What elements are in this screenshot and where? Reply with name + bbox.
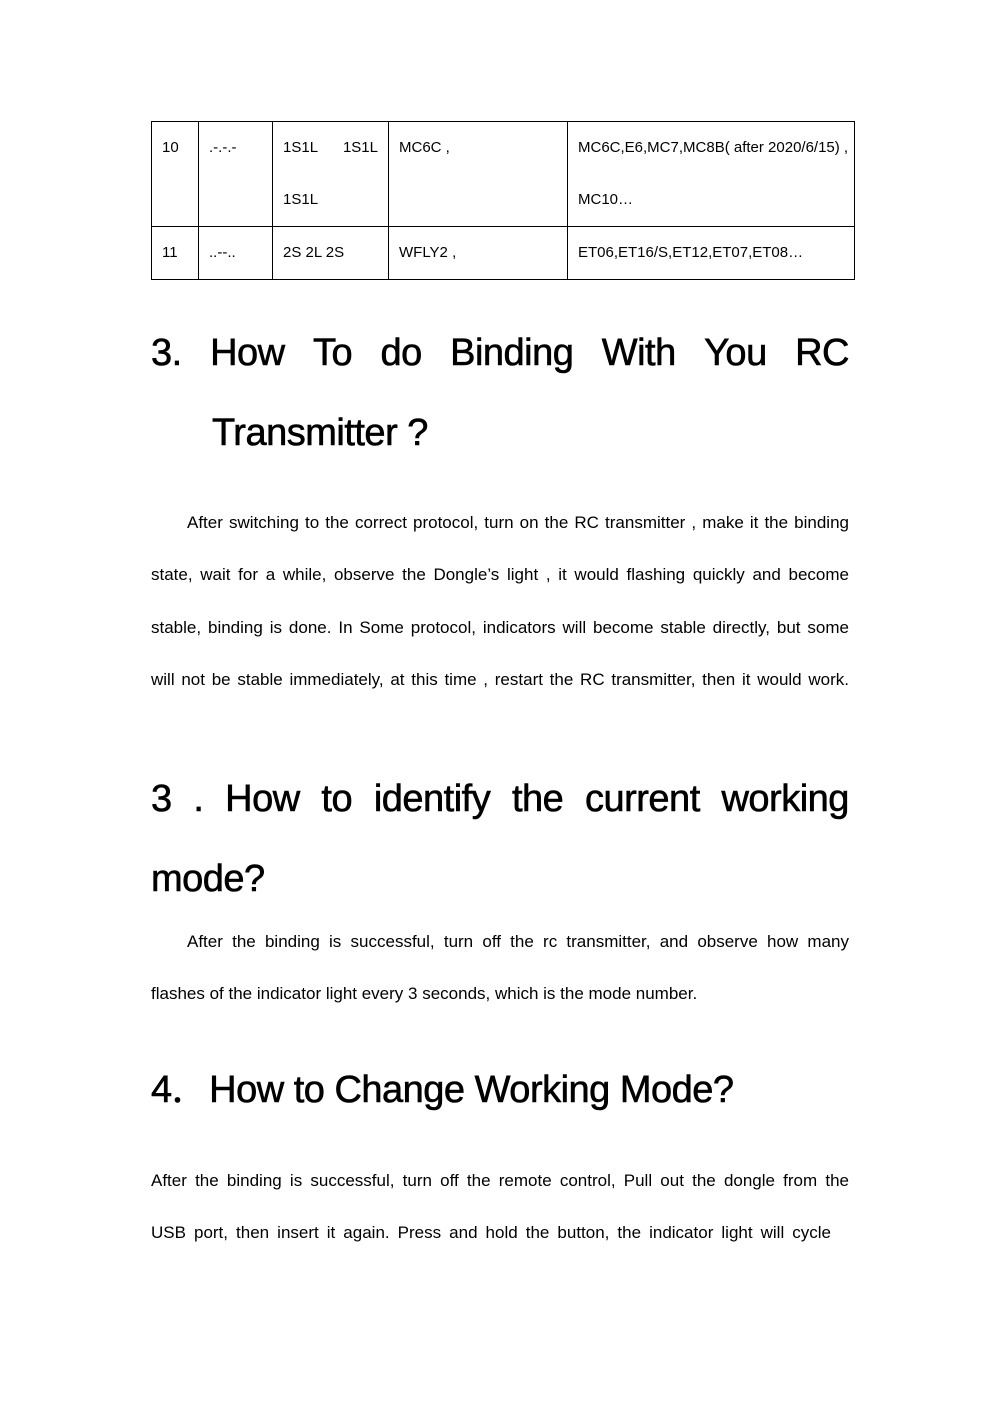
heading-word: current — [584, 778, 700, 820]
paragraph-line: USB port, then insert it again. Press and hold the button, the indicator light will cycle — [151, 1223, 831, 1243]
heading-word: the — [511, 778, 564, 820]
heading-word: With — [601, 332, 676, 374]
heading-word: do — [380, 332, 422, 374]
paragraph-line: After switching to the correct protocol, turn on the RC transmitter , make it the binding — [187, 513, 849, 532]
paragraph-change-mode — [151, 1155, 849, 1260]
protocol-name: WFLY2 , — [399, 244, 457, 261]
flash-pattern: ..--.. — [209, 244, 236, 261]
heading-word: working — [721, 778, 849, 820]
row-index-cell — [152, 122, 199, 227]
table-row — [152, 122, 855, 227]
heading-word: RC — [795, 332, 849, 374]
paragraph-line: stable, binding is done. In Some protocol, indicators will become stable directly, but some — [151, 617, 849, 637]
table-row — [152, 227, 855, 280]
heading-binding — [151, 327, 849, 459]
models-cell — [568, 122, 855, 227]
pattern-cell — [199, 227, 273, 280]
flash-pattern: .-.-.- — [209, 139, 237, 156]
heading-line — [151, 773, 849, 853]
heading-word: to — [321, 778, 353, 820]
heading-word: How — [210, 332, 285, 374]
heading-word: Binding — [450, 332, 574, 374]
heading-line — [151, 327, 849, 407]
pattern-cell — [199, 122, 273, 227]
flash-sequence-part: 1S1L — [342, 139, 378, 156]
flash-sequence-line — [283, 122, 378, 174]
protocol-table — [151, 121, 855, 280]
heading-change-mode — [151, 1064, 849, 1116]
flash-cell — [273, 227, 389, 280]
flash-cell — [273, 122, 389, 227]
paragraph-identify-mode — [151, 916, 849, 1021]
row-index: 10 — [162, 139, 179, 156]
heading-word: identify — [373, 778, 491, 820]
paragraph-binding — [151, 497, 849, 707]
flash-sequence-part: 2S 2L 2S — [283, 244, 345, 261]
row-index: 11 — [162, 244, 178, 261]
heading-word: . — [193, 778, 204, 820]
paragraph-line: After the binding is successful, turn off the remote control, Pull out the dongle from the — [151, 1171, 849, 1190]
heading-line: 4．How to Change Working Mode? — [151, 1069, 734, 1111]
paragraph-line: state, wait for a while, observe the Dongle’s light , it would flashing quickly and become — [151, 565, 849, 585]
paragraph-line: flashes of the indicator light every 3 seconds, which is the mode number. — [151, 984, 698, 1004]
models-cell — [568, 227, 855, 280]
heading-word: You — [704, 332, 767, 374]
protocol-cell — [389, 122, 568, 227]
models-line: ET06,ET16/S,ET12,ET07,ET08… — [578, 244, 804, 261]
heading-word: To — [312, 332, 353, 374]
heading-word: 3. — [151, 332, 182, 374]
heading-word: How — [225, 778, 300, 820]
models-line: MC10… — [578, 191, 634, 208]
protocol-cell — [389, 227, 568, 280]
heading-word: 3 — [151, 778, 172, 820]
models-line: MC6C,E6,MC7,MC8B( after 2020/6/15) , — [578, 139, 849, 156]
protocol-name: MC6C , — [399, 139, 450, 156]
flash-sequence-part: 1S1L — [283, 191, 319, 208]
paragraph-line: After the binding is successful, turn off the rc transmitter, and observe how many — [187, 932, 849, 951]
row-index-cell — [152, 227, 199, 280]
heading-identify-mode — [151, 773, 849, 905]
heading-line: mode? — [151, 858, 265, 900]
paragraph-line: will not be stable immediately, at this time , restart the RC transmitter, then it would work. — [151, 670, 849, 690]
flash-sequence-part: 1S1L — [283, 139, 319, 156]
heading-line: Transmitter ? — [212, 412, 428, 454]
